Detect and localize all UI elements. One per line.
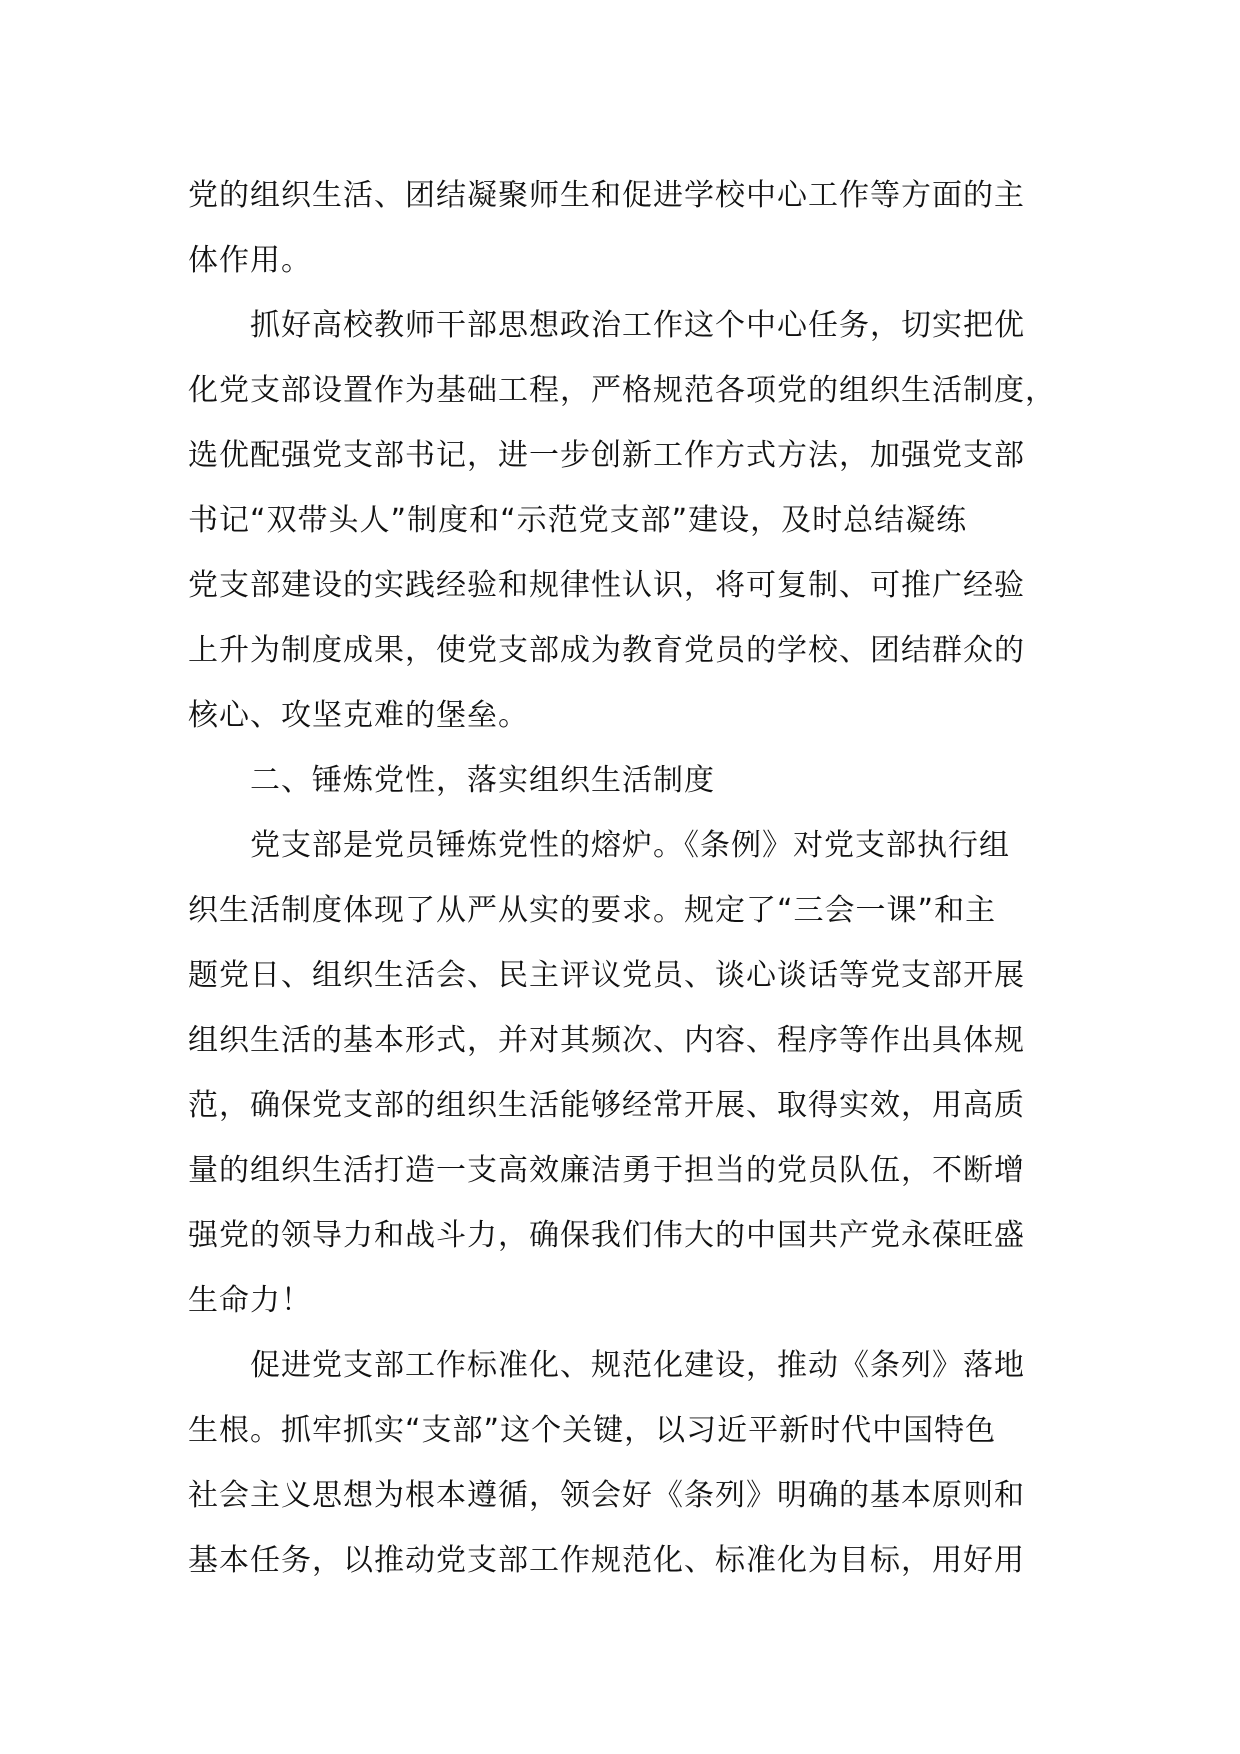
text-line: 织生活制度体现了从严从实的要求。规定了“三会一课”和主 bbox=[188, 893, 997, 928]
text-line: 选优配强党支部书记，进一步创新工作方式方法，加强党支部 bbox=[188, 438, 1025, 473]
text-line: 强党的领导力和战斗力，确保我们伟大的中国共产党永葆旺盛 bbox=[188, 1218, 1025, 1253]
text-line: 题党日、组织生活会、民主评议党员、谈心谈话等党支部开展 bbox=[188, 958, 1025, 993]
body-text bbox=[188, 163, 1088, 1593]
text-line: 组织生活的基本形式，并对其频次、内容、程序等作出具体规 bbox=[188, 1023, 1025, 1058]
text-line: 生命力！ bbox=[188, 1283, 312, 1318]
text-line: 化党支部设置作为基础工程，严格规范各项党的组织生活制度， bbox=[188, 373, 1056, 408]
paragraph-start-line: 党支部是党员锤炼党性的熔炉。《条例》对党支部执行组 bbox=[250, 828, 1010, 863]
text-line: 书记“双带头人”制度和“示范党支部”建设，及时总结凝练 bbox=[188, 503, 968, 538]
text-line: 范，确保党支部的组织生活能够经常开展、取得实效，用高质 bbox=[188, 1088, 1025, 1123]
text-line: 基本任务，以推动党支部工作规范化、标准化为目标，用好用 bbox=[188, 1543, 1025, 1578]
text-line: 上升为制度成果，使党支部成为教育党员的学校、团结群众的 bbox=[188, 633, 1025, 668]
text-line: 党支部建设的实践经验和规律性认识，将可复制、可推广经验 bbox=[188, 568, 1025, 603]
text-line: 核心、攻坚克难的堡垒。 bbox=[188, 698, 529, 733]
text-line: 党的组织生活、团结凝聚师生和促进学校中心工作等方面的主 bbox=[188, 178, 1025, 213]
text-line: 社会主义思想为根本遵循，领会好《条列》明确的基本原则和 bbox=[188, 1478, 1025, 1513]
section-heading: 二、锤炼党性，落实组织生活制度 bbox=[250, 763, 715, 798]
paragraph-start-line: 促进党支部工作标准化、规范化建设，推动《条列》落地 bbox=[250, 1348, 1025, 1383]
text-line: 生根。抓牢抓实“支部”这个关键，以习近平新时代中国特色 bbox=[188, 1413, 997, 1448]
text-line: 体作用。 bbox=[188, 243, 312, 278]
text-line: 量的组织生活打造一支高效廉洁勇于担当的党员队伍，不断增 bbox=[188, 1153, 1025, 1188]
paragraph-start-line: 抓好高校教师干部思想政治工作这个中心任务，切实把优 bbox=[250, 308, 1025, 343]
